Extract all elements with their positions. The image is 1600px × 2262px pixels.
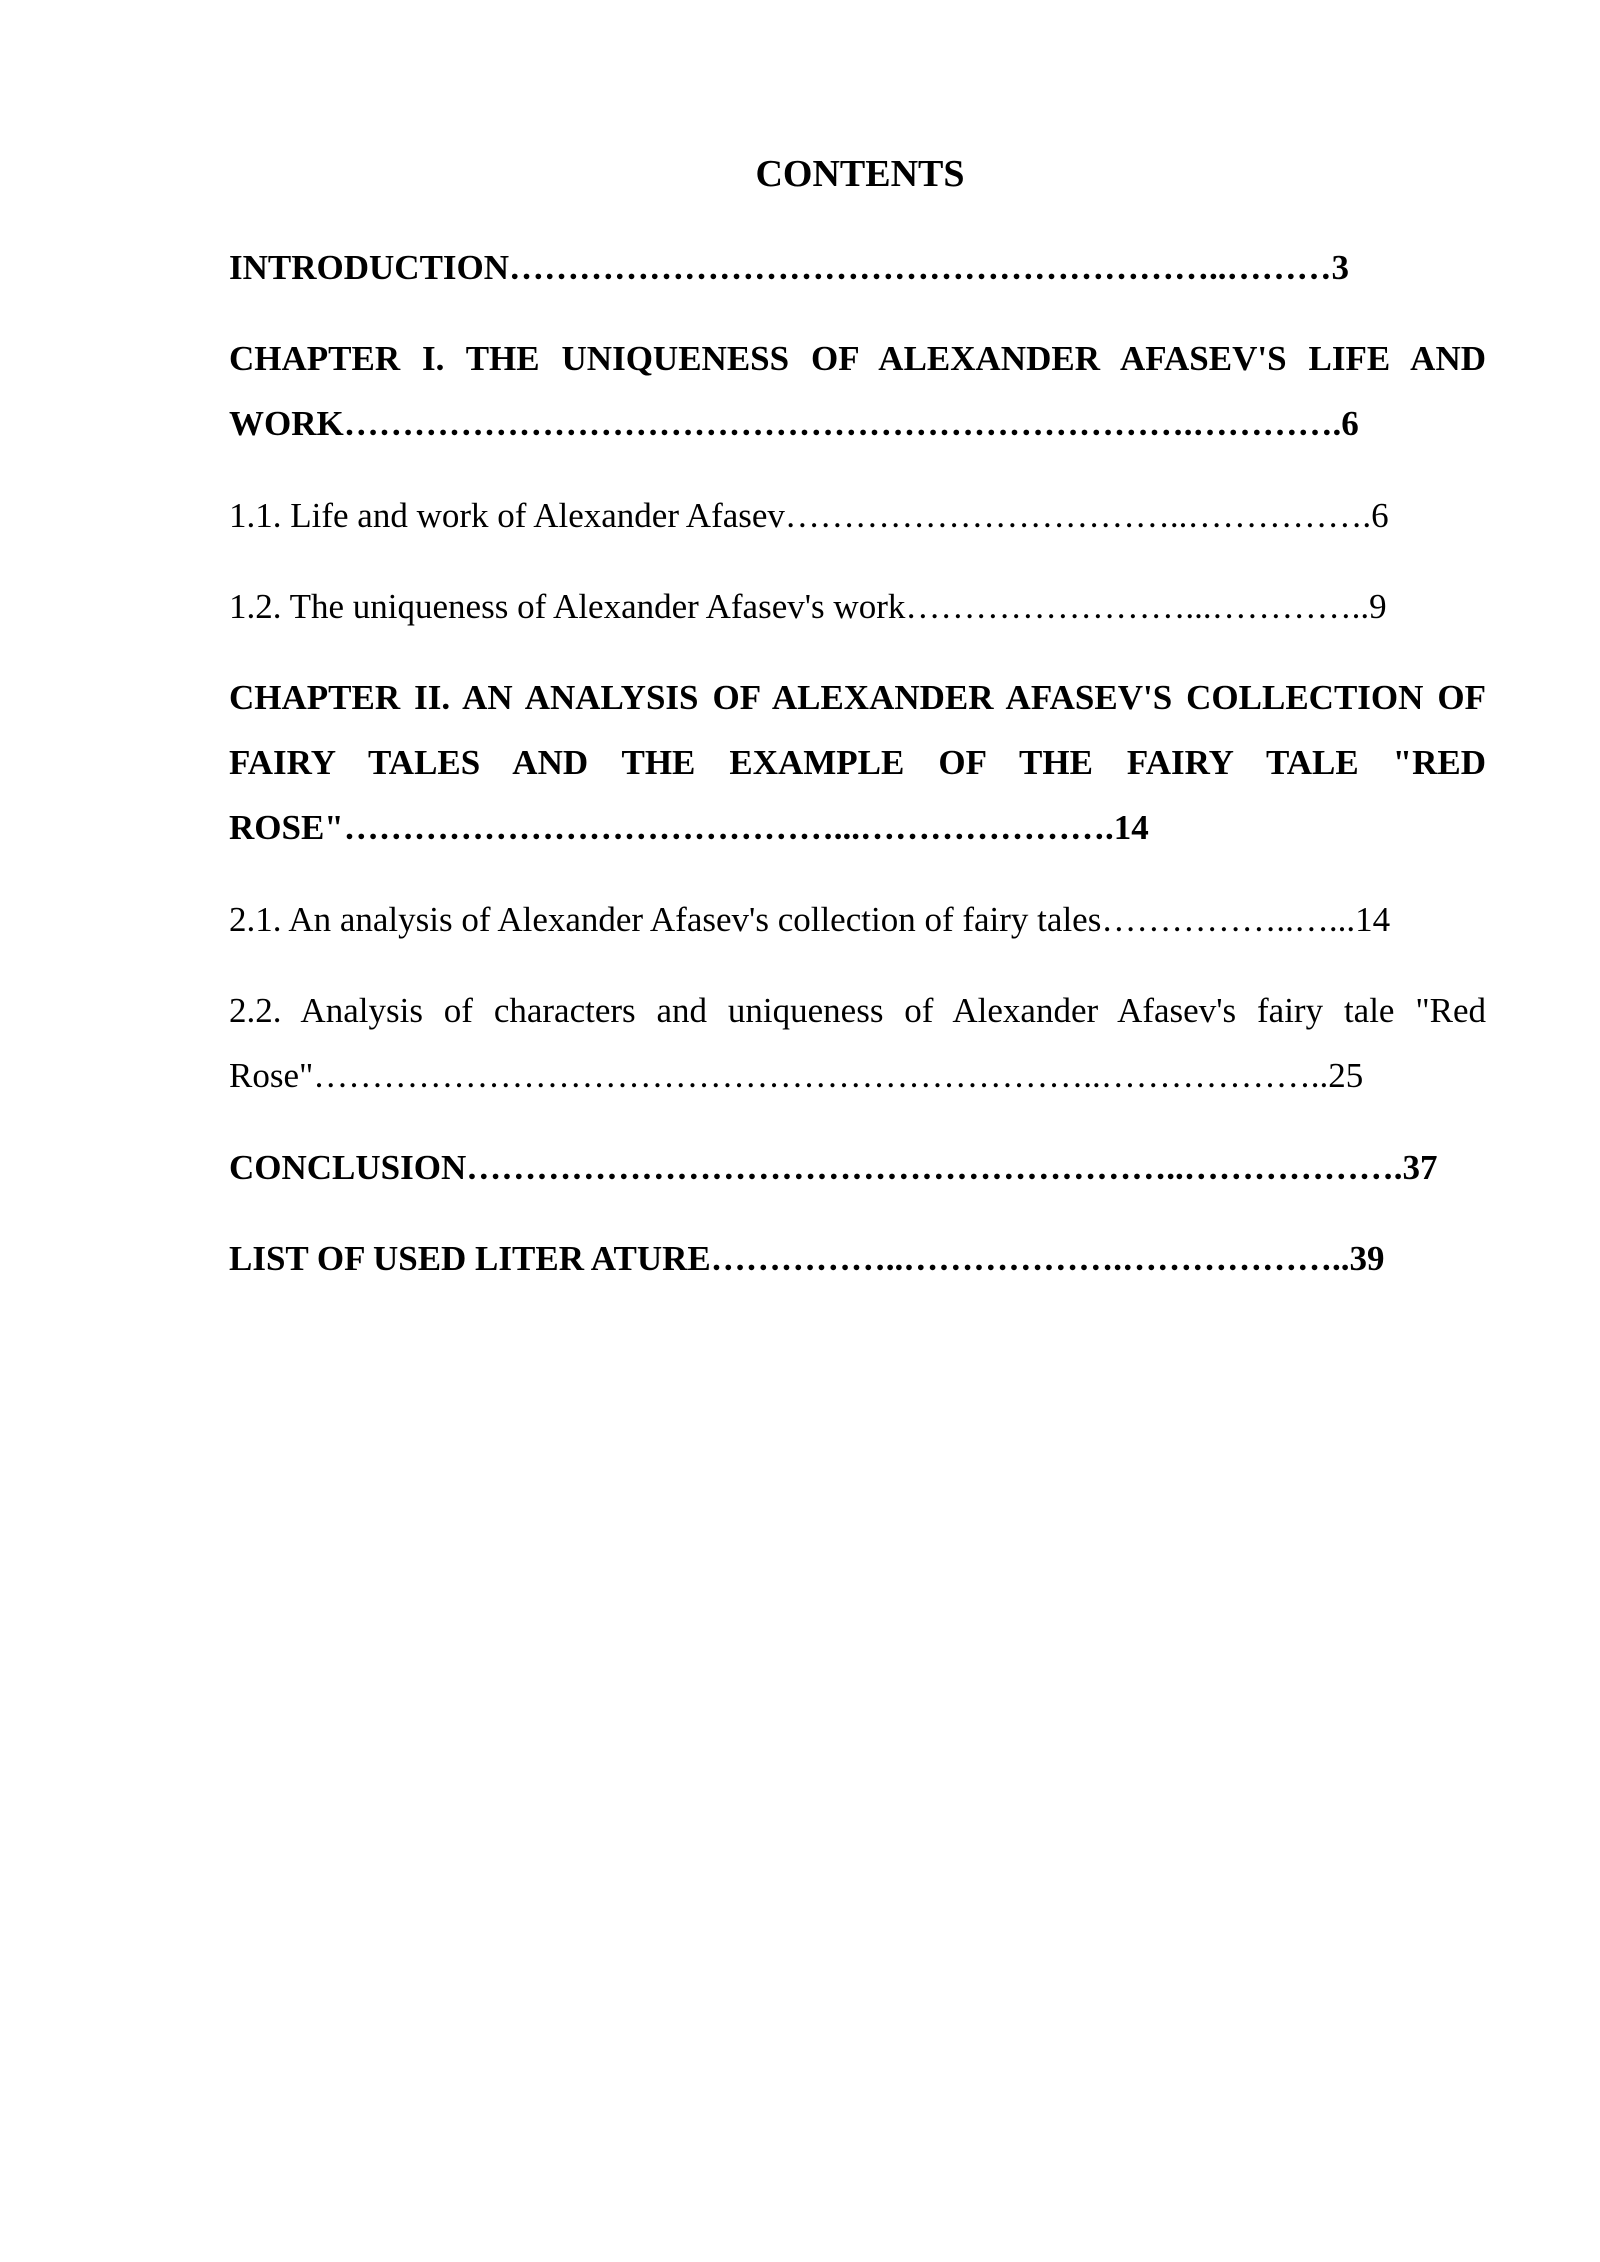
- toc-entry-section-2-2: 2.2. Analysis of characters and uniqueness of Alexander Afasev's fairy tale "Red Rose"…………………………………………………………..………………..25: [229, 991, 1486, 1095]
- toc-entry-section-2-1: 2.1. An analysis of Alexander Afasev's collection of fairy tales……………..…...14: [229, 900, 1391, 939]
- contents-title: CONTENTS: [755, 153, 965, 195]
- toc-entry-section-1-2: 1.2. The uniqueness of Alexander Afasev's work……………………...…………..9: [229, 587, 1387, 626]
- toc-entry-chapter-2: CHAPTER II. AN ANALYSIS OF ALEXANDER AFASEV'S COLLECTION OF FAIRY TALES AND THE EXAMPLE OF THE FAIRY TALE "RED ROSE"……………………………………...………………….14: [229, 678, 1486, 847]
- toc-entry-section-1-1: 1.1. Life and work of Alexander Afasev……………………………..…………….6: [229, 496, 1389, 535]
- title-container: [0, 150, 1600, 198]
- toc-entry-literature: LIST OF USED LITER ATURE……………..……………….………………..39: [229, 1239, 1385, 1278]
- toc-entry-conclusion: CONCLUSION……………………………………………………..……………….37: [229, 1148, 1438, 1187]
- toc-entry-chapter-1: CHAPTER I. THE UNIQUENESS OF ALEXANDER AFASEV'S LIFE AND WORK……………………………………………………………….………….6: [229, 339, 1486, 443]
- toc-entry-introduction: INTRODUCTION……………………………………………………..………3: [229, 248, 1350, 287]
